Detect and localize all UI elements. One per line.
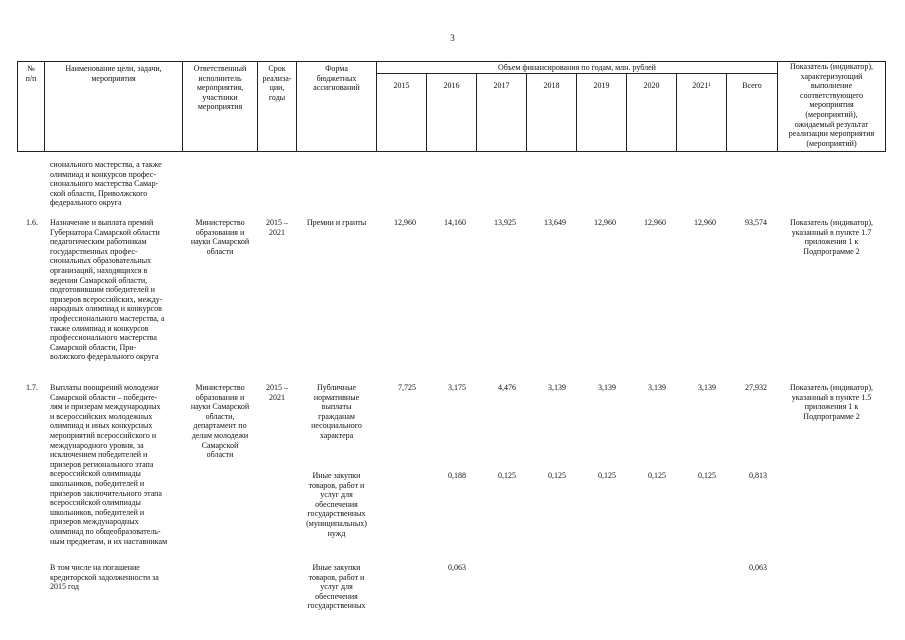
header-name: Наименование цели, задачи, мероприятия (65, 64, 162, 83)
header-indicator: Показатель (индикатор), характеризующий выполнение соответствующего мероприятия (мероприятий), ожидаемый результат реализации мероприятия (мероприятий) (788, 62, 875, 148)
row-1-7b-form: Иные закупки товаров, работ и услуг для обеспечения государственных (муниципальных) нужд (306, 471, 367, 538)
row-1-7-2016: 3,175 (448, 383, 466, 392)
year-2020: 2020 (643, 81, 660, 90)
row-1-6-2020: 12,960 (644, 218, 666, 227)
header-form: Форма бюджетных ассигнований (313, 64, 360, 93)
row-1-7-2019: 3,139 (598, 383, 616, 392)
row-1-7-name: Выплаты поощрений молодежи Самарской области – победите- лям и призерам международных и всероссийских молодежных олимпиад и иных конкурсных мероприятий всероссийского и международного уровня, за исключением победителей и призеров регионального этапа всероссийской олимпиады школьников, победителей и призеров заключительного этапа всероссийской олимпиады школьников, победителей и призеров международных олимпиад по общеобразователь- ным предметам, и их наставникам (50, 383, 168, 546)
year-2018: 2018 (543, 81, 560, 90)
row-1-7-2015: 7,725 (398, 383, 416, 392)
row-1-7b-2019: 0,125 (598, 471, 616, 480)
row-1-7b-2021: 0,125 (698, 471, 716, 480)
year-2015: 2015 (393, 81, 410, 90)
col-border (885, 61, 886, 152)
header-financing: Объем финансирования по годам, млн. рублей (498, 63, 656, 72)
row-debt-form: Иные закупки товаров, работ и услуг для обеспечения государственных (307, 563, 366, 611)
row-1-7b-total: 0,813 (749, 471, 767, 480)
row-1-7b-2017: 0,125 (498, 471, 516, 480)
row-1-7-total: 27,932 (745, 383, 767, 392)
year-2021: 2021¹ (692, 81, 711, 90)
row-1-7b-2018: 0,125 (548, 471, 566, 480)
row-1-7-form: Публичные нормативные выплаты гражданам несоциального характера (311, 383, 362, 440)
row-1-6-2018: 13,649 (544, 218, 566, 227)
row-1-6-2016: 14,160 (444, 218, 466, 227)
row-1-7-2020: 3,139 (648, 383, 666, 392)
row-1-7-indicator: Показатель (индикатор), указанный в пункте 1.5 приложения 1 к Подпрограмме 2 (789, 383, 874, 421)
row-1-7-2021: 3,139 (698, 383, 716, 392)
row-debt-name: В том числе на погашение кредиторской задолженности за 2015 год (50, 563, 159, 592)
row-1-7b-2020: 0,125 (648, 471, 666, 480)
row-1-6-2015: 12,960 (394, 218, 416, 227)
row-1-7-2018: 3,139 (548, 383, 566, 392)
page-number: 3 (450, 33, 455, 43)
year-2017: 2017 (493, 81, 510, 90)
row-1-6-responsible: Министерство образования и науки Самарской области (190, 218, 250, 256)
row-1-6-term: 2015 – 2021 (266, 218, 288, 237)
header-bottom-border (17, 151, 885, 152)
row-1-6-2019: 12,960 (594, 218, 616, 227)
row-1-6-indicator: Показатель (индикатор), указанный в пункте 1.7 приложения 1 к Подпрограмме 2 (789, 218, 874, 256)
continuation-text: сионального мастерства, а также олимпиад и конкурсов профес- сионального мастерства Самар- ской области, Приволжского федерального округа (50, 160, 162, 208)
row-1-7b-2016: 0,188 (448, 471, 466, 480)
row-1-6-total: 93,574 (745, 218, 767, 227)
row-1-6-name: Назначение и выплата премий Губернатора Самарской области педагогическим работникам государственных профес- сиональных образовательных организаций, находящихся в ведении Самарской области, подготовившим победителей и призеров всероссийских, между- народных олимпиад и конкурсов профессионального мастерства, а также олимпиад и конкурсов профессионального мастерства Самарской области, При- волжского федерального округа (50, 218, 165, 362)
row-1-7-num: 1.7. (26, 383, 38, 392)
row-1-7-term: 2015 – 2021 (266, 383, 288, 402)
row-debt-total: 0,063 (749, 563, 767, 572)
row-1-6-2021: 12,960 (694, 218, 716, 227)
row-1-7-responsible: Министерство образования и науки Самарской области, департамент по делам молодежи Самарской области (190, 383, 250, 460)
row-1-6-2017: 13,925 (494, 218, 516, 227)
header-num: № п/п (25, 64, 37, 83)
table-top-border (17, 61, 885, 62)
year-total: Всего (742, 81, 762, 90)
col-border (376, 61, 377, 152)
year-2016: 2016 (443, 81, 460, 90)
year-2019: 2019 (593, 81, 610, 90)
row-1-7-2017: 4,476 (498, 383, 516, 392)
row-1-6-num: 1.6. (26, 218, 38, 227)
row-1-6-form: Премии и гранты (306, 218, 367, 227)
header-term: Срок реализа- ции, годы (262, 64, 292, 102)
row-debt-2016: 0,063 (448, 563, 466, 572)
header-responsible: Ответственный исполнитель мероприятия, участники мероприятия (193, 64, 247, 112)
